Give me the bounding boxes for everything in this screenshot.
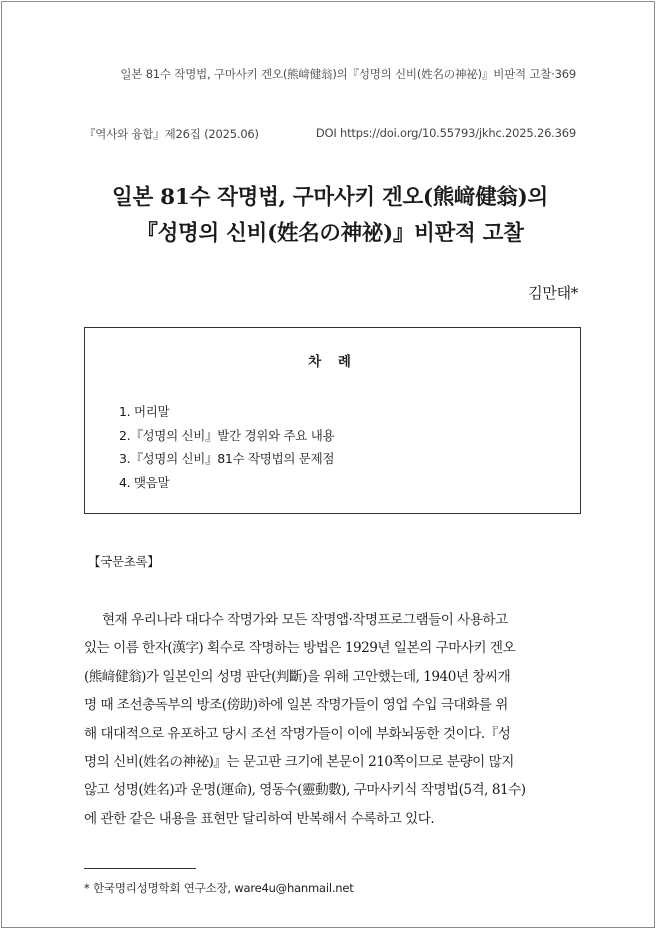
toc-item: 3.『성명의 신비』81수 작명법의 문제점 <box>119 451 335 466</box>
abstract-line: 명 때 조선총독부의 방조(傍助)하에 일본 작명가들이 영업 수입 극대화를 위 <box>84 697 508 714</box>
toc-item: 2.『성명의 신비』발간 경위와 주요 내용 <box>119 427 335 443</box>
title-line-2: 『성명의 신비(姓名の神祕)』비판적 고찰 <box>136 221 524 246</box>
abstract-line: 현재 우리나라 대다수 작명가와 모든 작명앱·작명프로그램들이 사용하고 <box>102 612 508 628</box>
running-head: 일본 81수 작명법, 구마사키 겐오(熊﨑健翁)의『성명의 신비(姓名の神祕)』비판적 고찰·369 <box>120 67 576 81</box>
toc-heading: 차 례 <box>308 354 357 370</box>
abstract-body <box>84 606 584 833</box>
abstract-line: (熊﨑健翁)가 일본인의 성명 판단(判斷)을 위해 고안했는데, 1940년 창씨개 <box>84 668 511 685</box>
toc-list <box>119 400 334 494</box>
toc-item: 1. 머리말 <box>119 404 170 419</box>
abstract-line: 명의 신비(姓名の神祕)』는 문고판 크기에 본문이 210쪽이므로 분량이 많지 <box>84 754 514 771</box>
table-of-contents <box>84 327 581 514</box>
abstract-line: 에 관한 같은 내용을 표현만 달리하여 반복해서 수록하고 있다. <box>84 810 435 827</box>
abstract-label: 【국문초록】 <box>88 554 160 569</box>
abstract-line: 않고 성명(姓名)과 운명(運命), 영동수(靈動數), 구마사키식 작명법(5격, 81수) <box>84 782 526 799</box>
abstract-line: 해 대대적으로 유포하고 당시 조선 작명가들이 이에 부화뇌동한 것이다.『성 <box>84 725 511 742</box>
paper-page <box>1 1 655 928</box>
abstract-line: 있는 이름 한자(漢字) 획수로 작명하는 방법은 1929년 일본의 구마사키 겐오 <box>84 640 516 657</box>
author-name: 김만태* <box>528 284 578 302</box>
toc-item: 4. 맺음말 <box>119 474 170 490</box>
paper-title <box>62 180 598 252</box>
title-line-1: 일본 81수 작명법, 구마사키 겐오(熊﨑健翁)의 <box>112 185 548 210</box>
doi-link[interactable]: DOI https://doi.org/10.55793/jkhc.2025.26.369 <box>315 126 576 140</box>
journal-citation: 『역사와 융합』제26집 (2025.06) <box>84 127 259 141</box>
footnote-divider <box>84 868 196 869</box>
author-footnote: * 한국명리성명학회 연구소장, ware4u@hanmail.net <box>84 881 354 895</box>
